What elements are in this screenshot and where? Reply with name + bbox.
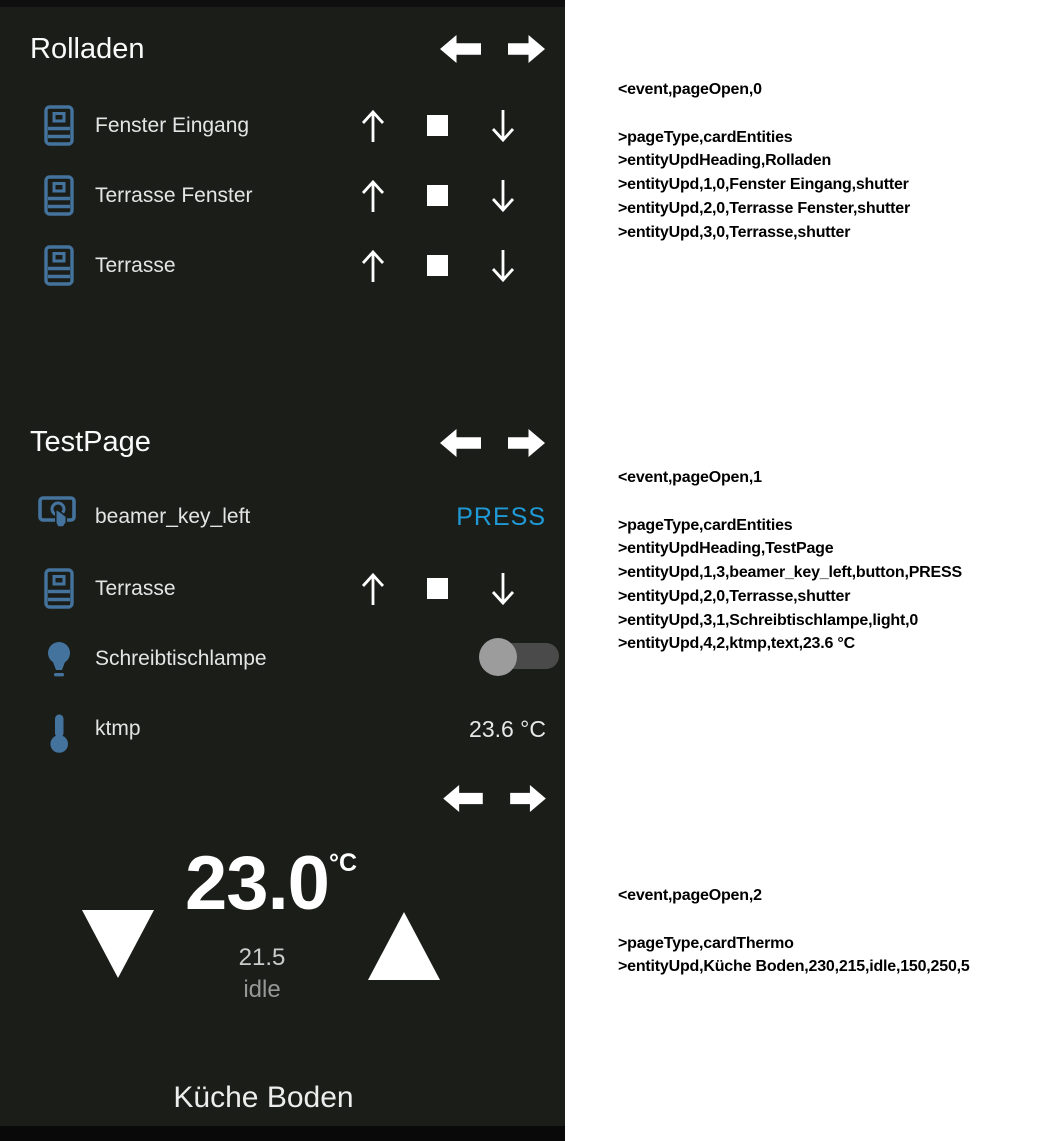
hvac-state: idle	[243, 976, 281, 1003]
log-line: >entityUpd,3,1,Schreibtischlampe,light,0	[618, 611, 919, 629]
press-button[interactable]: PRESS	[456, 496, 546, 538]
arrow-left-icon	[440, 445, 481, 460]
entity-row-terrasse-fenster	[0, 175, 565, 219]
nav-next-button[interactable]	[508, 429, 545, 457]
shutter-icon	[44, 568, 74, 609]
log-line: >entityUpd,4,2,ktmp,text,23.6 °C	[618, 635, 855, 653]
shutter-up-button[interactable]	[358, 247, 388, 285]
shutter-down-button[interactable]	[488, 247, 518, 285]
log-line: >entityUpd,Küche Boden,230,215,idle,150,250,5	[618, 958, 970, 976]
temperature-unit: °C	[329, 849, 358, 877]
thermostat-name: Küche Boden	[173, 1081, 354, 1114]
arrow-left-icon	[443, 800, 483, 815]
shutter-up-button[interactable]	[358, 177, 388, 215]
screen-top-edge	[0, 0, 565, 7]
log-line: >entityUpdHeading,TestPage	[618, 540, 834, 558]
log-line: <event,pageOpen,2	[618, 887, 762, 904]
lightbulb-icon	[44, 640, 74, 684]
temp-decrease-button[interactable]	[82, 910, 154, 978]
triangle-up-icon	[368, 912, 440, 980]
thermometer-icon	[46, 713, 72, 753]
entity-label: ktmp	[95, 717, 141, 740]
log-gap	[618, 908, 1040, 932]
entity-row-terrasse	[0, 245, 565, 289]
shutter-down-button[interactable]	[488, 107, 518, 145]
entity-label: Terrasse	[95, 254, 176, 277]
shutter-stop-button[interactable]	[427, 578, 448, 599]
nav-prev-button[interactable]	[443, 785, 483, 812]
shutter-stop-button[interactable]	[427, 115, 448, 136]
light-toggle-switch[interactable]	[479, 638, 559, 678]
nav-prev-button[interactable]	[440, 429, 481, 457]
shutter-down-button[interactable]	[488, 570, 518, 608]
arrow-right-icon	[510, 800, 546, 815]
entity-label: Fenster Eingang	[95, 114, 250, 137]
log-block-page0	[618, 78, 1040, 244]
entity-label: Terrasse	[95, 577, 176, 600]
log-block-page1	[618, 466, 1040, 656]
stop-square-icon	[427, 115, 448, 136]
nav-next-button[interactable]	[508, 35, 545, 63]
arrow-right-icon	[508, 51, 545, 66]
sensor-value: 23.6 °C	[469, 716, 546, 742]
entity-label: Terrasse Fenster	[95, 184, 253, 207]
entity-row-schreibtischlampe	[0, 638, 565, 682]
screen-bottom-edge	[0, 1126, 565, 1141]
log-line: >pageType,cardEntities	[618, 516, 793, 534]
page-title: Rolladen	[30, 33, 145, 65]
nav-next-button[interactable]	[510, 785, 546, 812]
entity-row-fenster-eingang	[0, 105, 565, 149]
log-line: >pageType,cardThermo	[618, 934, 794, 952]
entity-label: Schreibtischlampe	[95, 647, 267, 670]
gesture-tap-icon	[38, 493, 78, 533]
log-line: <event,pageOpen,0	[618, 81, 762, 98]
log-line: <event,pageOpen,1	[618, 469, 762, 486]
log-line: >entityUpdHeading,Rolladen	[618, 152, 832, 170]
shutter-up-button[interactable]	[358, 570, 388, 608]
entity-label: beamer_key_left	[95, 505, 251, 528]
log-line: >entityUpd,2,0,Terrasse Fenster,shutter	[618, 199, 911, 217]
entity-row-beamer-key-left	[0, 496, 565, 540]
shutter-up-button[interactable]	[358, 107, 388, 145]
current-temperature: 23.0	[185, 841, 329, 926]
stop-square-icon	[427, 578, 448, 599]
temp-increase-button[interactable]	[368, 912, 440, 980]
shutter-icon	[44, 175, 74, 216]
log-line: >entityUpd,1,3,beamer_key_left,button,PRESS	[618, 564, 962, 582]
shutter-down-button[interactable]	[488, 177, 518, 215]
shutter-icon	[44, 245, 74, 286]
nav-prev-button[interactable]	[440, 35, 481, 63]
shutter-stop-button[interactable]	[427, 255, 448, 276]
stop-square-icon	[427, 255, 448, 276]
arrow-left-icon	[440, 51, 481, 66]
target-temperature: 21.5	[238, 944, 286, 971]
entity-row-ktmp	[0, 708, 565, 752]
shutter-icon	[44, 105, 74, 146]
log-gap	[618, 102, 1040, 126]
toggle-knob	[479, 638, 517, 676]
log-line: >pageType,cardEntities	[618, 128, 793, 146]
log-line: >entityUpd,2,0,Terrasse,shutter	[618, 587, 851, 605]
entity-row-terrasse	[0, 568, 565, 612]
log-line: >entityUpd,3,0,Terrasse,shutter	[618, 223, 851, 241]
log-line: >entityUpd,1,0,Fenster Eingang,shutter	[618, 176, 909, 194]
stop-square-icon	[427, 185, 448, 206]
log-block-page2	[618, 884, 1040, 979]
arrow-right-icon	[508, 445, 545, 460]
page-title: TestPage	[30, 426, 151, 458]
log-gap	[618, 490, 1040, 514]
triangle-down-icon	[82, 910, 154, 978]
shutter-stop-button[interactable]	[427, 185, 448, 206]
